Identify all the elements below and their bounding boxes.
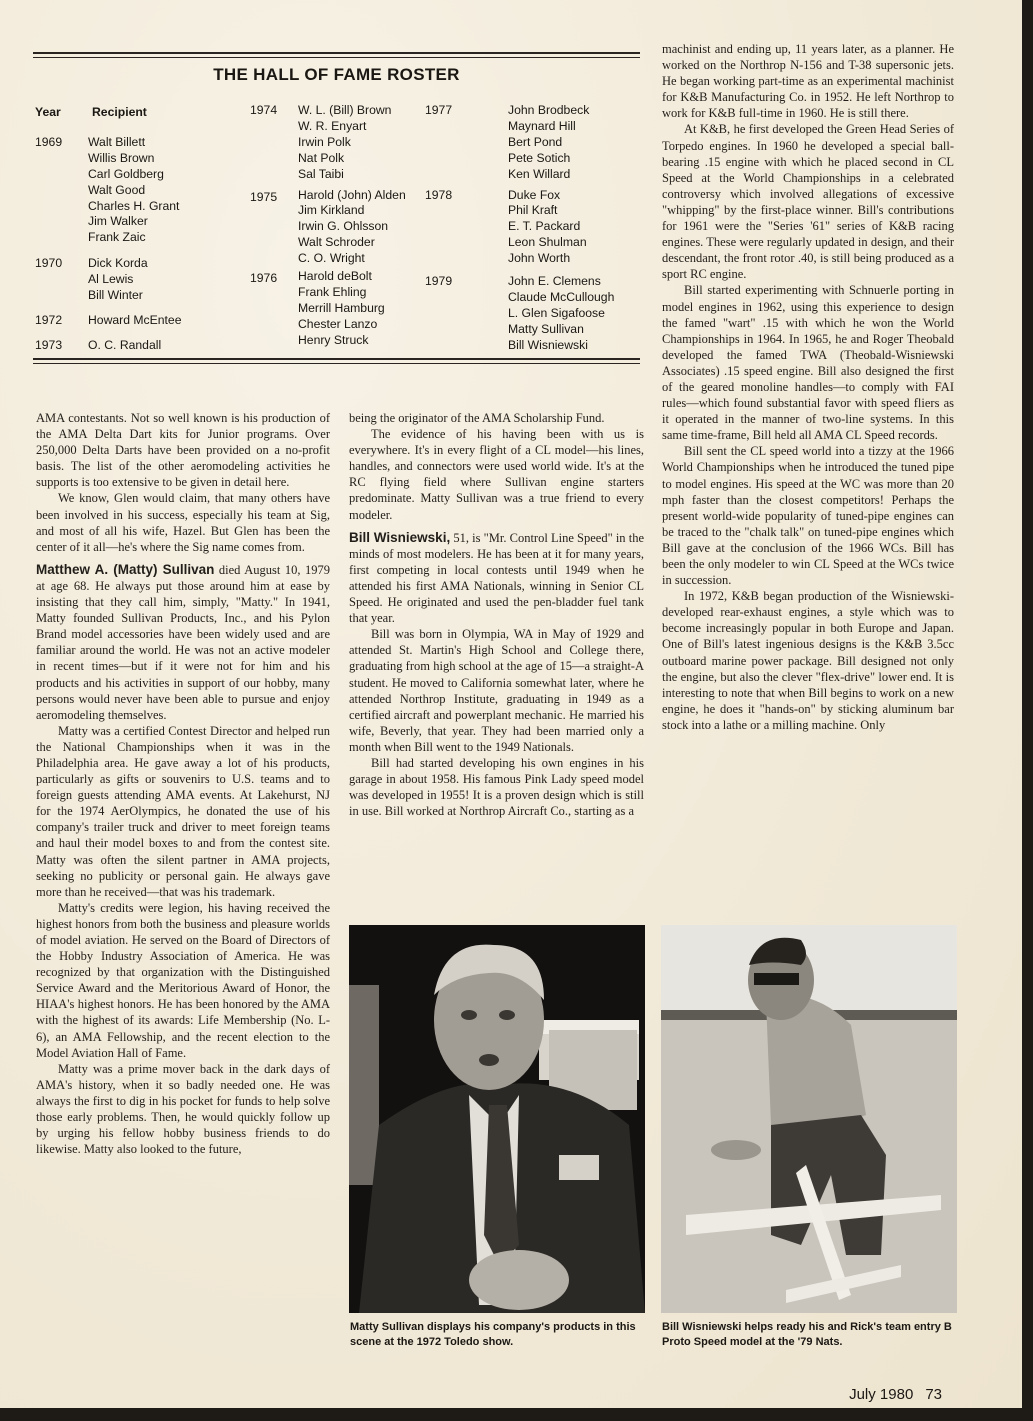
photo-matty-sullivan-image [349,925,645,1313]
roster-year-group [250,187,453,268]
roster-top-rule [33,52,640,58]
roster-name: Frank Zaic [88,230,146,245]
paragraph: Bill had started developing his own engines in his garage in about 1958. His famous Pink Lady speed model was developed in 1955! It is a proven design which is still in use. Bill worked at Northrop Aircraft Co., starting as a [349,755,644,819]
roster-year: 1978 [425,187,453,202]
roster-name: Bert Pond [508,134,563,149]
roster-name: Walt Good [88,182,146,197]
roster-name: W. L. (Bill) Brown [298,103,392,117]
photo-bill-wisniewski [661,925,957,1313]
roster-name: Charles H. Grant [88,198,180,213]
roster-header-recipient: Recipient [92,105,147,119]
roster-name: Dick Korda [88,256,148,271]
article-column-2 [349,410,644,819]
paragraph: Bill sent the CL speed world into a tizzy at the 1966 World Championships when he introduced the tuned pipe to model engines. His speed at the WC was more than 20 mph faster than the closest competitors! Perhaps the present world-wide popularity of tuned-pipe engines can be traced to the "chalk talk" on tuned-pipe engines which Bill gave at the conclusion of the 1966 WCs. Bill has been the only modeler to win CL Speed at the WCs twice in succession. [662,444,954,588]
roster-year-group [35,135,235,246]
roster-header-year: Year [35,105,61,119]
roster-name: Chester Lanzo [298,316,378,331]
roster-name: Harold deBolt [298,269,372,284]
article-column-1 [36,410,330,1157]
roster-year-group [425,274,640,354]
roster-name: Duke Fox [508,187,561,202]
paragraph: In 1972, K&B began production of the Wisniewski-developed rear-exhaust engines, a style which was to become increasingly popular in both Europe and Japan. One of Bill's latest ingenious designs is the K&B 3.5cc outboard marine power package. Bill designed not only the engine, but also the clever "flex-drive" lower end. It is interesting to note that when Bill begins to work on a new engine, he does it "hands-on" by sticking aluminum bar stock into a lathe or a milling machine. Only [662,589,954,732]
roster-name: Nat Polk [298,150,345,165]
paragraph-text: died August 10, 1979 at age 68. He always put those around him at ease by insisting that they call him, simply, "Matty." In 1941, Matty founded Sullivan Products, Inc., and his Pylon Brand model accessories have been widely used and are familiar around the world. He was not an active modeler in recent times—but if it were not for him and his products and his activities in support of our hobby, many persons would never have been able to pursue and enjoy aeromodeling themselves. [36,562,330,722]
roster-name: Leon Shulman [508,235,587,250]
roster-name: O. C. Randall [88,337,162,352]
roster-name: Bill Winter [88,288,143,303]
roster-name: Matty Sullivan [508,321,584,336]
paragraph: Bill was born in Olympia, WA in May of 1929 and attended St. Martin's High School and College there, graduating from high school at the age of 15—a straight-A student. He moved to California somewhat later, where he attended Northrop Institute, graduating in 1949 as a certified aircraft and powerplant mechanic. He married his wife, Beverly, that year. They had been married only a month when Bill went to the 1949 Nationals. [349,627,644,754]
subject-name-matty-sullivan: Matthew A. (Matty) Sullivan [36,561,215,577]
page-number: 73 [925,1386,942,1403]
roster-name: C. O. Wright [298,251,365,266]
photo-bill-wisniewski-image [661,925,957,1313]
roster-column-1 [35,105,235,354]
roster-name: Harold (John) Alden [298,187,406,202]
paragraph: AMA contestants. Not so well known is his production of the AMA Delta Dart kits for Junior programs. Over 250,000 Delta Darts have been provided on a no-profit basis. The list of the other aeromodeling activities he supports is too extensive to be given in detail here. [36,411,330,490]
paragraph: machinist and ending up, 11 years later, as a planner. He worked on the Northrop N-156 and T-38 supersonic jets. He began working part-time as an experimental machinist for K&B Manufacturing Co. in 1952. He left Northrop to work for K&B full-time in 1960. He is still there. [662,42,954,121]
roster-name: W. R. Enyart [298,118,367,133]
roster-name: Sal Taibi [298,166,344,181]
roster-year: 1973 [35,337,63,352]
roster-bottom-rule [33,358,640,364]
roster-name: John E. Clemens [508,274,601,289]
roster-column-3 [425,103,640,354]
paragraph: Bill started experimenting with Schnuerle porting in model engines in 1962, using this experience to design the famed "wart" .15 with which he won the World Championships in 1964. In 1965, he and Roger Theobald developed the famed TWA (Theobald-Wisniewski Associates) .15 speed engine. Bill also designed the first of the geared monoline handles—to comply with FAI rules—which found substantial favor with speed fliers as it operated in the manner of two-line systems. In this same time-frame, Bill held all AMA CL Speed records. [662,283,954,443]
roster-year: 1975 [250,189,278,204]
roster-year-group [250,103,453,183]
paragraph: Matty was a prime mover back in the dark days of AMA's history, when it so badly needed one. He was always the first to dig in his pocket for funds to help solve those early problems. Then, he would quickly follow up by urging his fellow hobby business friends to do likewise. Matty also looked to the future, [36,1061,330,1157]
paragraph: The evidence of his having been with us is everywhere. It's in every flight of a CL model—his lines, handles, and connectors were used world wide. It's at the RC flying field where Sullivan engine starters predominate. Matty Sullivan was a true friend to every modeler. [349,427,644,522]
roster-column-2 [250,103,453,349]
roster-title: THE HALL OF FAME ROSTER [213,65,460,84]
roster-year-group [35,338,235,354]
roster-name: Ken Willard [508,166,571,181]
article-column-3 [662,41,954,733]
roster-year: 1977 [425,103,453,117]
subject-name-bill-wisniewski: Bill Wisniewski, [349,529,451,545]
paragraph-text: 51, is "Mr. Control Line Speed" in the minds of most modelers. He has been at it for many years, first competing in local contests until 1949 when he attended his first AMA Nationals, winning in Senior CL Speed. He originated and used the pen-bladder fuel tank that year. [349,530,644,626]
roster-name: Irwin G. Ohlsson [298,219,389,234]
paragraph-bill-wisniewski [349,530,644,627]
issue-date: July 1980 [849,1386,914,1403]
roster-name: Maynard Hill [508,118,576,133]
roster-year-group [35,313,235,329]
roster-name: Willis Brown [88,150,155,165]
roster-name: Pete Sotich [508,150,571,165]
roster-year-group [425,188,640,268]
roster-name: Merrill Hamburg [298,300,385,315]
roster-name: Carl Goldberg [88,166,164,181]
paragraph: Matty's credits were legion, his having received the highest honors from both the business and pleasure worlds of model aviation. He served on the Board of Directors of the Hobby Industry Association of America. He was recognized by that organization with the Distinguished Service Award and the Meritorious Award of Honor, the HIAA's highest honors. He has been honored by the AMA with the highest of its awards: Life Membership (No. L-6), an AMA Fellowship, and the recent election to the Model Aviation Hall of Fame. [36,900,330,1060]
roster-name: E. T. Packard [508,219,581,234]
photo-matty-sullivan [349,925,645,1313]
roster-name: Claude McCullough [508,289,615,304]
photo-bill-wisniewski-caption: Bill Wisniewski helps ready his and Rick's team entry B Proto Speed model at the '79 Nats. [662,1321,952,1348]
paragraph: At K&B, he first developed the Green Head Series of Torpedo engines. In 1960 he developed a special ball-bearing .15 engine with which he placed second in CL Speed at the World Championships in a celebrated controversy which involved allegations of excessive "whipping" by the first-place winner. Bill's contributions for 1961 were the "Series '61" series of K&B racing engines. These were regularly updated in design, and their descendant, the front rotor .40, is still being produced as a sport RC engine. [662,122,954,282]
roster-name: John Worth [508,251,571,266]
roster-year-group [425,103,640,183]
roster-name: Walt Billett [88,134,146,149]
roster-name: L. Glen Sigafoose [508,305,605,320]
roster-name: Henry Struck [298,332,369,347]
roster-year-group [35,256,235,304]
roster-name: Bill Wisniewski [508,337,588,352]
roster-year-group [250,269,453,349]
roster-header [35,105,235,121]
roster-year: 1974 [250,103,278,117]
roster-name: Jim Kirkland [298,203,365,218]
roster-name: Walt Schroder [298,235,375,250]
roster-year: 1979 [425,274,453,289]
roster-year: 1976 [250,271,278,286]
roster-name: Frank Ehling [298,284,367,299]
roster-name: Phil Kraft [508,203,558,218]
photo-matty-sullivan-caption: Matty Sullivan displays his company's products in this scene at the 1972 Toledo show. [350,1321,636,1348]
page-folio [849,1386,942,1403]
paragraph: being the originator of the AMA Scholarship Fund. [349,411,605,425]
roster-name: Jim Walker [88,214,148,229]
roster-name: Al Lewis [88,272,134,287]
paragraph: Matty was a certified Contest Director and helped run the National Championships when it was in the Philadelphia area. He gave away a lot of his products, particularly as gifts or souvenirs to U.S. teams and to foreign guests attending AMA events. At Lakehurst, NJ for the 1974 AerOlympics, he donated the use of his company's trailer truck and driver to meet foreign teams and haul their model boxes to and from the contest site. Matty was often the silent partner in AMA projects, seeking no publicity or personal gain. He always gave more than he received—that was his trademark. [36,723,330,899]
hall-of-fame-roster [33,50,640,366]
roster-name: Howard McEntee [88,312,182,327]
roster-year: 1970 [35,256,63,271]
paragraph: We know, Glen would claim, that many others have been involved in his success, especially his team at Sig, and most of all his wife, Hazel. But Glen has been the center of it all—he's where the Sig name comes from. [36,491,330,554]
roster-year: 1969 [35,134,63,149]
roster-name: John Brodbeck [508,103,590,117]
paragraph-matty-sullivan [36,562,330,723]
roster-year: 1972 [35,312,63,327]
roster-name: Irwin Polk [298,134,351,149]
